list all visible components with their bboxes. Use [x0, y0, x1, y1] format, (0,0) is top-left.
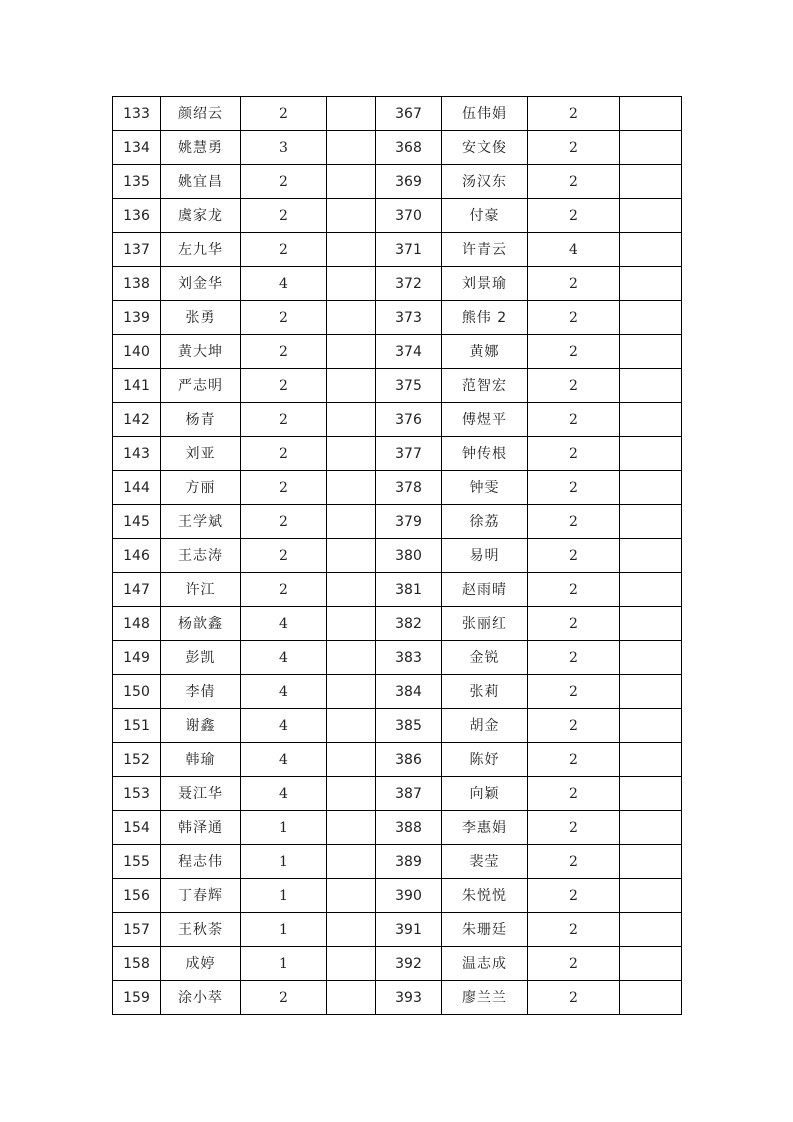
left-row-number-cell: 149: [113, 641, 161, 675]
left-person-name-cell: 虞家龙: [161, 199, 241, 233]
right-count-cell: 2: [528, 709, 620, 743]
left-row-number-cell: 147: [113, 573, 161, 607]
right-person-name-cell: 安文俊: [442, 131, 528, 165]
right-count-cell: 2: [528, 97, 620, 131]
table-row: [113, 981, 682, 1015]
left-count-cell: 1: [241, 845, 327, 879]
right-row-number-cell: 385: [376, 709, 442, 743]
left-note-cell: [327, 607, 376, 641]
right-note-cell: [620, 981, 682, 1015]
left-note-cell: [327, 165, 376, 199]
right-row-number-cell: 386: [376, 743, 442, 777]
left-note-cell: [327, 335, 376, 369]
left-count-cell: 1: [241, 811, 327, 845]
left-row-number-cell: 151: [113, 709, 161, 743]
right-person-name-cell: 汤汉东: [442, 165, 528, 199]
right-note-cell: [620, 845, 682, 879]
right-note-cell: [620, 913, 682, 947]
left-person-name-cell: 左九华: [161, 233, 241, 267]
right-note-cell: [620, 471, 682, 505]
left-count-cell: 1: [241, 913, 327, 947]
left-count-cell: 3: [241, 131, 327, 165]
right-note-cell: [620, 777, 682, 811]
left-row-number-cell: 135: [113, 165, 161, 199]
right-row-number-cell: 393: [376, 981, 442, 1015]
left-person-name-cell: 韩泽通: [161, 811, 241, 845]
left-count-cell: 2: [241, 437, 327, 471]
right-note-cell: [620, 675, 682, 709]
right-row-number-cell: 374: [376, 335, 442, 369]
left-person-name-cell: 涂小萃: [161, 981, 241, 1015]
table-row: [113, 743, 682, 777]
left-count-cell: 4: [241, 777, 327, 811]
table-row: [113, 573, 682, 607]
left-person-name-cell: 谢鑫: [161, 709, 241, 743]
left-note-cell: [327, 743, 376, 777]
right-count-cell: 2: [528, 641, 620, 675]
right-note-cell: [620, 437, 682, 471]
left-count-cell: 2: [241, 301, 327, 335]
left-note-cell: [327, 675, 376, 709]
right-note-cell: [620, 709, 682, 743]
right-count-cell: 2: [528, 981, 620, 1015]
table-row: [113, 267, 682, 301]
left-count-cell: 2: [241, 165, 327, 199]
right-row-number-cell: 367: [376, 97, 442, 131]
left-count-cell: 2: [241, 539, 327, 573]
right-count-cell: 2: [528, 403, 620, 437]
left-row-number-cell: 158: [113, 947, 161, 981]
left-count-cell: 1: [241, 879, 327, 913]
table-row: [113, 369, 682, 403]
right-row-number-cell: 370: [376, 199, 442, 233]
right-row-number-cell: 388: [376, 811, 442, 845]
left-row-number-cell: 138: [113, 267, 161, 301]
right-note-cell: [620, 199, 682, 233]
right-count-cell: 2: [528, 199, 620, 233]
right-row-number-cell: 392: [376, 947, 442, 981]
left-row-number-cell: 159: [113, 981, 161, 1015]
left-person-name-cell: 杨青: [161, 403, 241, 437]
right-note-cell: [620, 131, 682, 165]
left-count-cell: 2: [241, 573, 327, 607]
left-row-number-cell: 144: [113, 471, 161, 505]
right-count-cell: 2: [528, 267, 620, 301]
table-row: [113, 199, 682, 233]
left-count-cell: 2: [241, 233, 327, 267]
right-row-number-cell: 389: [376, 845, 442, 879]
left-note-cell: [327, 301, 376, 335]
left-row-number-cell: 133: [113, 97, 161, 131]
right-count-cell: 2: [528, 845, 620, 879]
left-row-number-cell: 154: [113, 811, 161, 845]
table-row: [113, 437, 682, 471]
right-row-number-cell: 387: [376, 777, 442, 811]
left-note-cell: [327, 641, 376, 675]
right-person-name-cell: 金锐: [442, 641, 528, 675]
right-row-number-cell: 384: [376, 675, 442, 709]
left-person-name-cell: 丁春辉: [161, 879, 241, 913]
left-count-cell: 4: [241, 641, 327, 675]
right-note-cell: [620, 811, 682, 845]
left-note-cell: [327, 437, 376, 471]
right-person-name-cell: 易明: [442, 539, 528, 573]
left-person-name-cell: 王志涛: [161, 539, 241, 573]
left-row-number-cell: 146: [113, 539, 161, 573]
left-note-cell: [327, 879, 376, 913]
table-row: [113, 607, 682, 641]
left-person-name-cell: 黄大坤: [161, 335, 241, 369]
right-person-name-cell: 陈妤: [442, 743, 528, 777]
right-row-number-cell: 383: [376, 641, 442, 675]
left-row-number-cell: 152: [113, 743, 161, 777]
left-note-cell: [327, 573, 376, 607]
left-note-cell: [327, 131, 376, 165]
right-row-number-cell: 376: [376, 403, 442, 437]
right-person-name-cell: 裴莹: [442, 845, 528, 879]
table-row: [113, 301, 682, 335]
left-row-number-cell: 155: [113, 845, 161, 879]
left-person-name-cell: 姚宜昌: [161, 165, 241, 199]
left-note-cell: [327, 267, 376, 301]
left-count-cell: 2: [241, 335, 327, 369]
right-count-cell: 2: [528, 437, 620, 471]
right-row-number-cell: 391: [376, 913, 442, 947]
left-count-cell: 2: [241, 97, 327, 131]
left-row-number-cell: 142: [113, 403, 161, 437]
right-person-name-cell: 付豪: [442, 199, 528, 233]
left-count-cell: 4: [241, 743, 327, 777]
left-person-name-cell: 彭凯: [161, 641, 241, 675]
right-row-number-cell: 381: [376, 573, 442, 607]
right-row-number-cell: 382: [376, 607, 442, 641]
right-note-cell: [620, 743, 682, 777]
table-row: [113, 335, 682, 369]
right-row-number-cell: 377: [376, 437, 442, 471]
left-person-name-cell: 许江: [161, 573, 241, 607]
right-count-cell: 2: [528, 811, 620, 845]
left-count-cell: 2: [241, 403, 327, 437]
right-person-name-cell: 徐荔: [442, 505, 528, 539]
table-row: [113, 505, 682, 539]
left-count-cell: 4: [241, 267, 327, 301]
table-row: [113, 777, 682, 811]
right-count-cell: 2: [528, 743, 620, 777]
left-person-name-cell: 张勇: [161, 301, 241, 335]
table-row: [113, 131, 682, 165]
right-person-name-cell: 朱珊廷: [442, 913, 528, 947]
left-row-number-cell: 140: [113, 335, 161, 369]
table-row: [113, 709, 682, 743]
right-note-cell: [620, 403, 682, 437]
right-count-cell: 2: [528, 301, 620, 335]
left-person-name-cell: 方丽: [161, 471, 241, 505]
right-note-cell: [620, 879, 682, 913]
left-row-number-cell: 137: [113, 233, 161, 267]
right-person-name-cell: 刘景瑜: [442, 267, 528, 301]
left-row-number-cell: 157: [113, 913, 161, 947]
left-note-cell: [327, 913, 376, 947]
right-count-cell: 2: [528, 165, 620, 199]
left-note-cell: [327, 777, 376, 811]
right-note-cell: [620, 335, 682, 369]
left-row-number-cell: 145: [113, 505, 161, 539]
right-count-cell: 2: [528, 335, 620, 369]
right-person-name-cell: 熊伟 2: [442, 301, 528, 335]
right-person-name-cell: 李惠娟: [442, 811, 528, 845]
left-note-cell: [327, 947, 376, 981]
table-row: [113, 539, 682, 573]
table-row: [113, 811, 682, 845]
left-person-name-cell: 程志伟: [161, 845, 241, 879]
table-row: [113, 845, 682, 879]
right-person-name-cell: 许青云: [442, 233, 528, 267]
right-note-cell: [620, 97, 682, 131]
right-person-name-cell: 伍伟娟: [442, 97, 528, 131]
left-count-cell: 2: [241, 199, 327, 233]
right-note-cell: [620, 369, 682, 403]
right-note-cell: [620, 267, 682, 301]
table-row: [113, 471, 682, 505]
right-count-cell: 2: [528, 675, 620, 709]
left-row-number-cell: 148: [113, 607, 161, 641]
right-person-name-cell: 廖兰兰: [442, 981, 528, 1015]
left-note-cell: [327, 403, 376, 437]
right-person-name-cell: 朱悦悦: [442, 879, 528, 913]
table-row: [113, 233, 682, 267]
table-row: [113, 879, 682, 913]
right-count-cell: 2: [528, 879, 620, 913]
right-count-cell: 4: [528, 233, 620, 267]
left-count-cell: 2: [241, 471, 327, 505]
left-person-name-cell: 杨歆鑫: [161, 607, 241, 641]
left-count-cell: 2: [241, 981, 327, 1015]
left-person-name-cell: 颜绍云: [161, 97, 241, 131]
right-count-cell: 2: [528, 505, 620, 539]
right-person-name-cell: 钟传根: [442, 437, 528, 471]
roster-body: [113, 97, 682, 1015]
left-row-number-cell: 139: [113, 301, 161, 335]
left-row-number-cell: 156: [113, 879, 161, 913]
right-person-name-cell: 张丽红: [442, 607, 528, 641]
right-row-number-cell: 371: [376, 233, 442, 267]
right-note-cell: [620, 573, 682, 607]
left-note-cell: [327, 233, 376, 267]
right-count-cell: 2: [528, 777, 620, 811]
left-note-cell: [327, 845, 376, 879]
right-person-name-cell: 傅煜平: [442, 403, 528, 437]
right-person-name-cell: 向颖: [442, 777, 528, 811]
left-row-number-cell: 150: [113, 675, 161, 709]
right-note-cell: [620, 233, 682, 267]
right-person-name-cell: 赵雨晴: [442, 573, 528, 607]
left-note-cell: [327, 199, 376, 233]
left-note-cell: [327, 471, 376, 505]
right-row-number-cell: 368: [376, 131, 442, 165]
right-row-number-cell: 373: [376, 301, 442, 335]
right-person-name-cell: 张莉: [442, 675, 528, 709]
left-person-name-cell: 成婷: [161, 947, 241, 981]
left-person-name-cell: 刘金华: [161, 267, 241, 301]
left-person-name-cell: 聂江华: [161, 777, 241, 811]
left-note-cell: [327, 981, 376, 1015]
left-person-name-cell: 李倩: [161, 675, 241, 709]
right-row-number-cell: 390: [376, 879, 442, 913]
left-note-cell: [327, 369, 376, 403]
left-row-number-cell: 134: [113, 131, 161, 165]
right-row-number-cell: 380: [376, 539, 442, 573]
table-row: [113, 641, 682, 675]
right-note-cell: [620, 539, 682, 573]
left-count-cell: 4: [241, 709, 327, 743]
right-count-cell: 2: [528, 947, 620, 981]
right-count-cell: 2: [528, 539, 620, 573]
left-row-number-cell: 136: [113, 199, 161, 233]
left-row-number-cell: 153: [113, 777, 161, 811]
left-person-name-cell: 姚慧勇: [161, 131, 241, 165]
left-note-cell: [327, 539, 376, 573]
right-count-cell: 2: [528, 607, 620, 641]
left-note-cell: [327, 709, 376, 743]
left-person-name-cell: 刘亚: [161, 437, 241, 471]
left-person-name-cell: 韩瑜: [161, 743, 241, 777]
right-row-number-cell: 378: [376, 471, 442, 505]
left-row-number-cell: 143: [113, 437, 161, 471]
table-row: [113, 947, 682, 981]
left-note-cell: [327, 97, 376, 131]
left-row-number-cell: 141: [113, 369, 161, 403]
right-row-number-cell: 379: [376, 505, 442, 539]
right-person-name-cell: 钟雯: [442, 471, 528, 505]
right-person-name-cell: 胡金: [442, 709, 528, 743]
right-count-cell: 2: [528, 471, 620, 505]
left-person-name-cell: 王秋荼: [161, 913, 241, 947]
right-count-cell: 2: [528, 913, 620, 947]
left-count-cell: 4: [241, 607, 327, 641]
right-person-name-cell: 温志成: [442, 947, 528, 981]
right-note-cell: [620, 505, 682, 539]
right-note-cell: [620, 165, 682, 199]
right-count-cell: 2: [528, 131, 620, 165]
table-row: [113, 913, 682, 947]
right-person-name-cell: 黄娜: [442, 335, 528, 369]
right-row-number-cell: 372: [376, 267, 442, 301]
table-row: [113, 403, 682, 437]
right-row-number-cell: 375: [376, 369, 442, 403]
right-note-cell: [620, 301, 682, 335]
left-note-cell: [327, 505, 376, 539]
right-row-number-cell: 369: [376, 165, 442, 199]
right-note-cell: [620, 607, 682, 641]
table-row: [113, 165, 682, 199]
right-note-cell: [620, 641, 682, 675]
left-note-cell: [327, 811, 376, 845]
left-count-cell: 4: [241, 675, 327, 709]
right-count-cell: 2: [528, 369, 620, 403]
right-count-cell: 2: [528, 573, 620, 607]
left-count-cell: 2: [241, 369, 327, 403]
table-row: [113, 97, 682, 131]
left-person-name-cell: 王学斌: [161, 505, 241, 539]
left-count-cell: 2: [241, 505, 327, 539]
left-person-name-cell: 严志明: [161, 369, 241, 403]
table-row: [113, 675, 682, 709]
left-count-cell: 1: [241, 947, 327, 981]
right-note-cell: [620, 947, 682, 981]
roster-table: [112, 96, 682, 1015]
right-person-name-cell: 范智宏: [442, 369, 528, 403]
